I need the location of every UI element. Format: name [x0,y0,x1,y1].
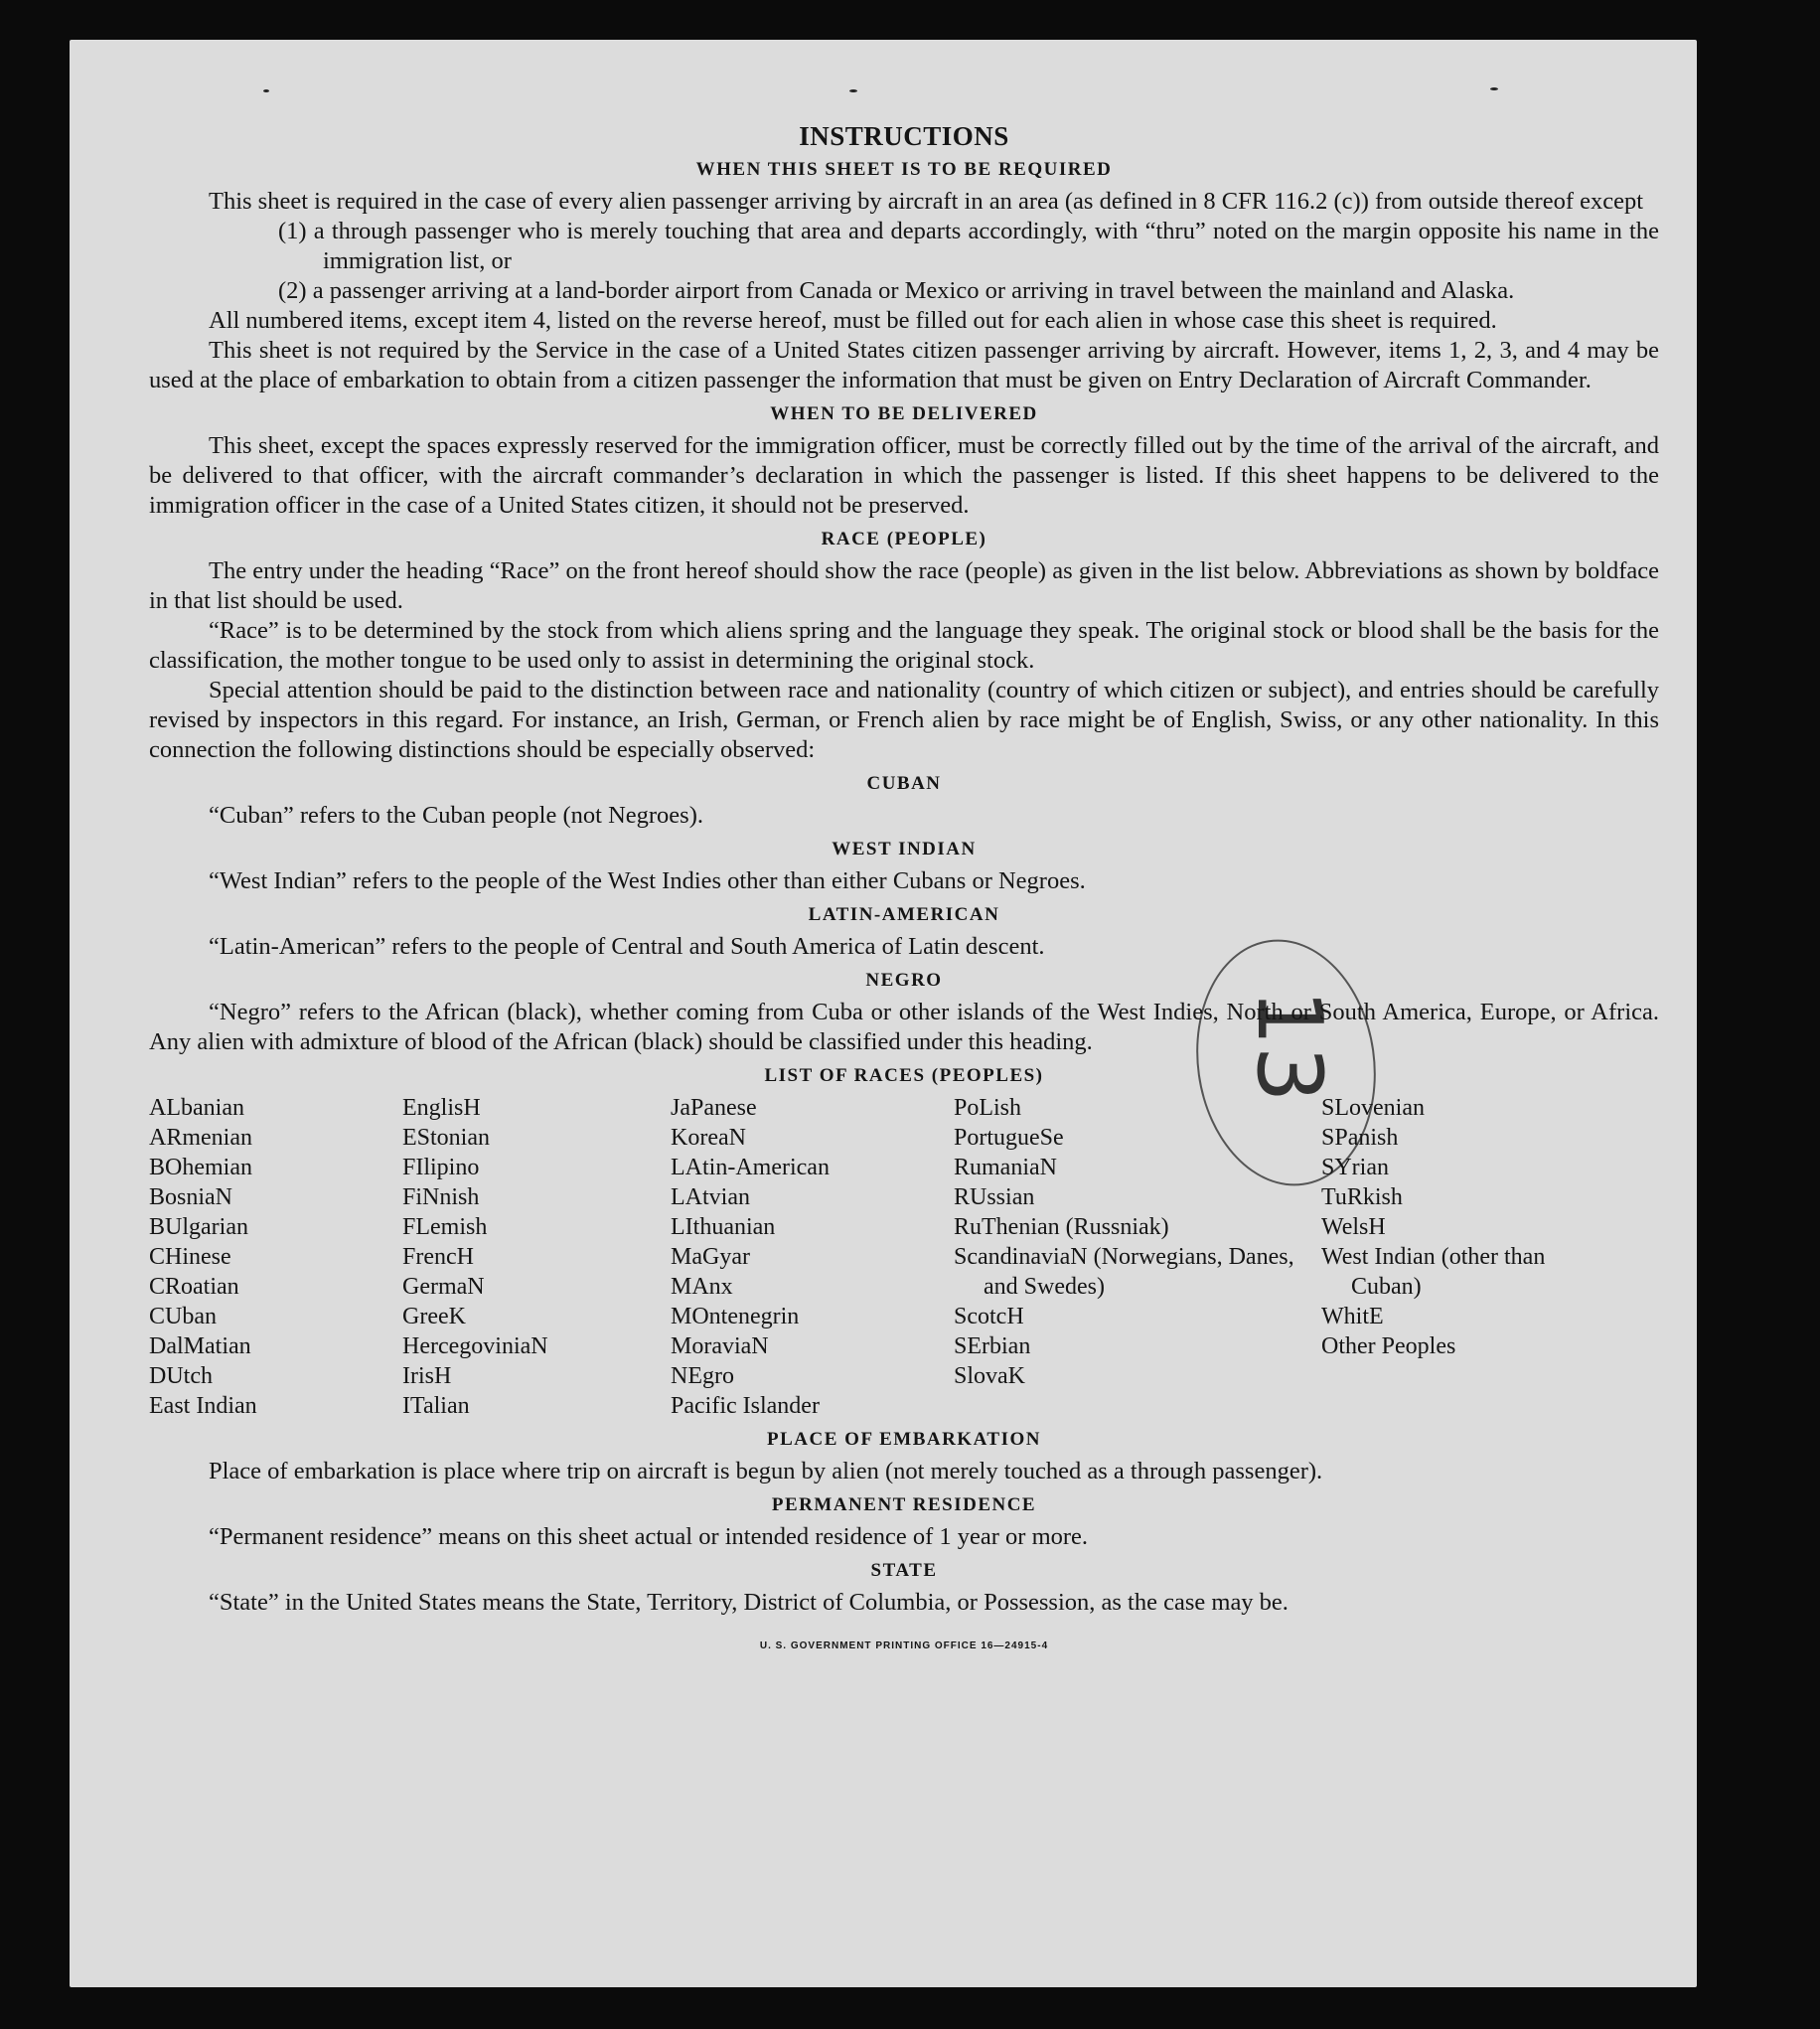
race-entry: PortugueSe [954,1125,1064,1151]
race-entry: HercegoviniaN [402,1333,548,1359]
race-entry: IrisH [402,1363,452,1389]
heading-negro: NEGRO [865,970,943,991]
speck [849,89,857,92]
race-entry: MOntenegrin [671,1304,800,1329]
race-entry: SErbian [954,1333,1031,1359]
heading-permanent-residence: PERMANENT RESIDENCE [771,1494,1037,1515]
handwritten-number: 13 [1236,989,1341,1103]
definition-latin-american: “Latin-American” refers to the people of Central and South America of Latin descent. [209,933,1045,960]
heading-embarkation: PLACE OF EMBARKATION [767,1429,1041,1450]
race-entry: MoraviaN [671,1333,769,1359]
paragraph: This sheet, except the spaces expressly reserved for the immigration officer, must be correctly filled out by the time of the arrival of the aircraft, and be delivered to that officer, with the aircraft commander’s declaration in which the passenger is listed. If this sheet happens to be delivered to the immigration officer in the case of a United States citizen, it should not be preserved. [149,432,1659,519]
race-entry: BosniaN [149,1184,232,1210]
race-entry: BOhemian [149,1155,252,1180]
race-entry: LIthuanian [671,1214,776,1240]
race-entry: GermaN [402,1274,485,1300]
instructions-content [149,121,1659,1661]
heading-latin-american: LATIN-AMERICAN [808,904,1000,925]
numbered-item-2: (2) a passenger arriving at a land-border airport from Canada or Mexico or arriving in travel between the mainland and Alaska. [278,277,1515,304]
race-entry: CRoatian [149,1274,239,1300]
page-title: INSTRUCTIONS [799,121,1009,151]
races-list [149,1093,1659,1421]
heading-when-required: WHEN THIS SHEET IS TO BE REQUIRED [695,159,1113,180]
race-entry: Other Peoples [1321,1333,1456,1359]
heading-cuban: CUBAN [866,773,942,794]
heading-race: RACE (PEOPLE) [821,529,987,549]
heading-when-delivered: WHEN TO BE DELIVERED [770,403,1038,424]
races-column [954,1093,1321,1421]
heading-state: STATE [870,1560,938,1581]
race-entry: KoreaN [671,1125,746,1151]
race-entry: ARmenian [149,1125,252,1151]
heading-list-of-races: LIST OF RACES (PEOPLES) [764,1065,1044,1086]
race-entry: CUban [149,1304,217,1329]
race-entry: Pacific Islander [671,1393,820,1419]
definition-cuban: “Cuban” refers to the Cuban people (not Negroes). [209,802,703,829]
race-entry: RUssian [954,1184,1035,1210]
race-entry: FiNnish [402,1184,480,1210]
race-entry: NEgro [671,1363,734,1389]
race-entry: MAnx [671,1274,733,1300]
race-entry: SPanish [1321,1125,1399,1151]
race-entry: ScandinaviaN (Norwegians, Danes, and Swedes) [954,1244,1294,1300]
definition-embarkation: Place of embarkation is place where trip on aircraft is begun by alien (not merely touched as a through passenger). [209,1458,1323,1484]
race-entry: EStonian [402,1125,490,1151]
paragraph: All numbered items, except item 4, listed on the reverse hereof, must be filled out for each alien in whose case this sheet is required. [209,307,1497,334]
race-entry: LAtvian [671,1184,750,1210]
race-entry: GreeK [402,1304,466,1329]
race-entry: PoLish [954,1095,1022,1121]
races-column [149,1093,402,1421]
race-entry: ScotcH [954,1304,1024,1329]
races-column [1321,1093,1580,1421]
race-entry: SlovaK [954,1363,1025,1389]
definition-west-indian: “West Indian” refers to the people of the West Indies other than either Cubans or Negroes. [209,867,1086,894]
speck [1490,87,1498,90]
definition-state: “State” in the United States means the State, Territory, District of Columbia, or Possession, as the case may be. [209,1589,1289,1616]
speck [263,89,269,92]
heading-west-indian: WEST INDIAN [832,839,977,859]
document-sheet [70,40,1697,1987]
race-entry: ITalian [402,1393,470,1419]
race-entry: LAtin-American [671,1155,830,1180]
race-entry: MaGyar [671,1244,750,1270]
race-entry: SYrian [1321,1155,1389,1180]
paragraph: Special attention should be paid to the distinction between race and nationality (country of which citizen or subject), and entries should be carefully revised by inspectors in this regard. For instance, an Irish, German, or French alien by race might be of English, Swiss, or any other nationality. In this connection the following distinctions should be especially observed: [149,677,1659,763]
definition-permanent-residence: “Permanent residence” means on this sheet actual or intended residence of 1 year or more. [209,1523,1089,1550]
paragraph: “Race” is to be determined by the stock from which aliens spring and the language they speak. The original stock or blood shall be the basis for the classification, the mother tongue to be used only to assist in determining the original stock. [149,617,1659,674]
numbered-item-1: (1) a through passenger who is merely touching that area and departs accordingly, with “thru” noted on the margin opposite his name in the immigration list, or [278,218,1659,274]
paragraph: This sheet is not required by the Service in the case of a United States citizen passenger arriving by aircraft. However, items 1, 2, 3, and 4 may be used at the place of embarkation to obtain from a citizen passenger the information that must be given on Entry Declaration of Aircraft Commander. [149,337,1659,393]
race-entry: BUlgarian [149,1214,248,1240]
race-entry: ALbanian [149,1095,244,1121]
race-entry: RuThenian (Russniak) [954,1214,1169,1240]
printer-imprint: U. S. GOVERNMENT PRINTING OFFICE 16—24915-4 [759,1640,1049,1651]
race-entry: West Indian (other than Cuban) [1321,1244,1546,1300]
race-entry: EnglisH [402,1095,481,1121]
races-column [671,1093,954,1421]
paragraph: The entry under the heading “Race” on the front hereof should show the race (people) as given in the list below. Abbreviations as shown by boldface in that list should be used. [149,557,1659,614]
race-entry: WhitE [1321,1304,1384,1329]
race-entry: DUtch [149,1363,213,1389]
definition-negro: “Negro” refers to the African (black), whether coming from Cuba or other islands of the West Indies, North or South America, Europe, or Africa. Any alien with admixture of blood of the African (black) should be classified under this heading. [149,999,1659,1055]
race-entry: FIlipino [402,1155,480,1180]
race-entry: RumaniaN [954,1155,1057,1180]
race-entry: DalMatian [149,1333,251,1359]
race-entry: East Indian [149,1393,257,1419]
race-entry: SLovenian [1321,1095,1425,1121]
race-entry: FrencH [402,1244,474,1270]
race-entry: WelsH [1321,1214,1386,1240]
races-column [402,1093,671,1421]
race-entry: FLemish [402,1214,488,1240]
race-entry: TuRkish [1321,1184,1403,1210]
race-entry: JaPanese [671,1095,757,1121]
paragraph: This sheet is required in the case of every alien passenger arriving by aircraft in an area (as defined in 8 CFR 116.2 (c)) from outside thereof except [209,188,1644,215]
race-entry: CHinese [149,1244,231,1270]
